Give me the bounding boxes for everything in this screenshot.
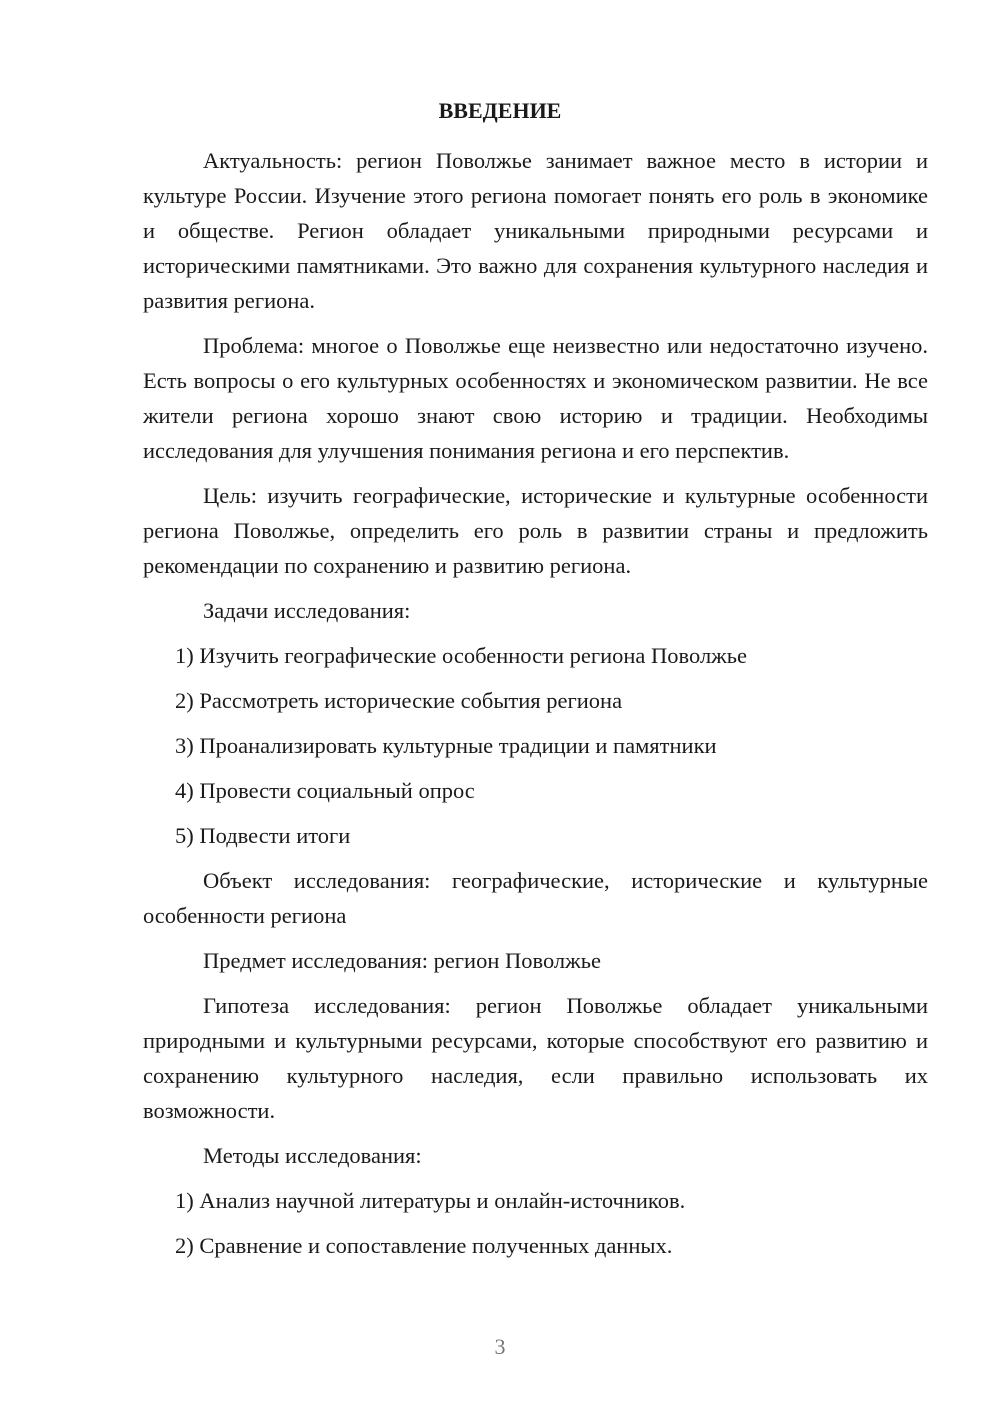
task-item-1: 1) Изучить географические особенности региона Поволжье <box>175 643 747 668</box>
methods-heading: Методы исследования: <box>203 1143 422 1168</box>
methods-list <box>143 1183 928 1263</box>
task-item-5: 5) Подвести итоги <box>175 823 351 848</box>
task-item-2: 2) Рассмотреть исторические события региона <box>175 688 623 713</box>
goal-paragraph: Цель: изучить географические, исторические и культурные особенности региона Поволжье, определить его роль в развитии страны и предложить рекомендации по сохранению и развитию региона. <box>143 483 928 578</box>
hypothesis-paragraph: Гипотеза исследования: регион Поволжье обладает уникальными природными и культурными ресурсами, которые способствуют его развитию и сохранению культурного наследия, если правильно использовать их возможности. <box>143 993 928 1123</box>
method-item-2: 2) Сравнение и сопоставление полученных данных. <box>175 1233 673 1258</box>
relevance-paragraph: Актуальность: регион Поволжье занимает важное место в истории и культуре России. Изучение этого региона помогает понять его роль в экономике и обществе. Регион обладает уникальными природными ресурсами и историческими памятниками. Это важно для сохранения культурного наследия и развития региона. <box>143 148 928 313</box>
page-content <box>143 143 928 1273</box>
page-title: ВВЕДЕНИЕ <box>438 98 562 123</box>
problem-paragraph: Проблема: многое о Поволжье еще неизвестно или недостаточно изучено. Есть вопросы о его культурных особенностях и экономическом развитии. Не все жители региона хорошо знают свою историю и традиции. Необходимы исследования для улучшения понимания региона и его перспектив. <box>143 333 928 463</box>
page-number: 3 <box>494 1334 506 1359</box>
task-item-3: 3) Проанализировать культурные традиции и памятники <box>175 733 717 758</box>
task-item-4: 4) Провести социальный опрос <box>175 778 475 803</box>
object-paragraph: Объект исследования: географические, исторические и культурные особенности региона <box>143 868 928 928</box>
tasks-heading: Задачи исследования: <box>203 598 411 623</box>
method-item-1: 1) Анализ научной литературы и онлайн-источников. <box>175 1188 686 1213</box>
subject-paragraph: Предмет исследования: регион Поволжье <box>203 948 601 973</box>
tasks-list <box>143 638 928 853</box>
